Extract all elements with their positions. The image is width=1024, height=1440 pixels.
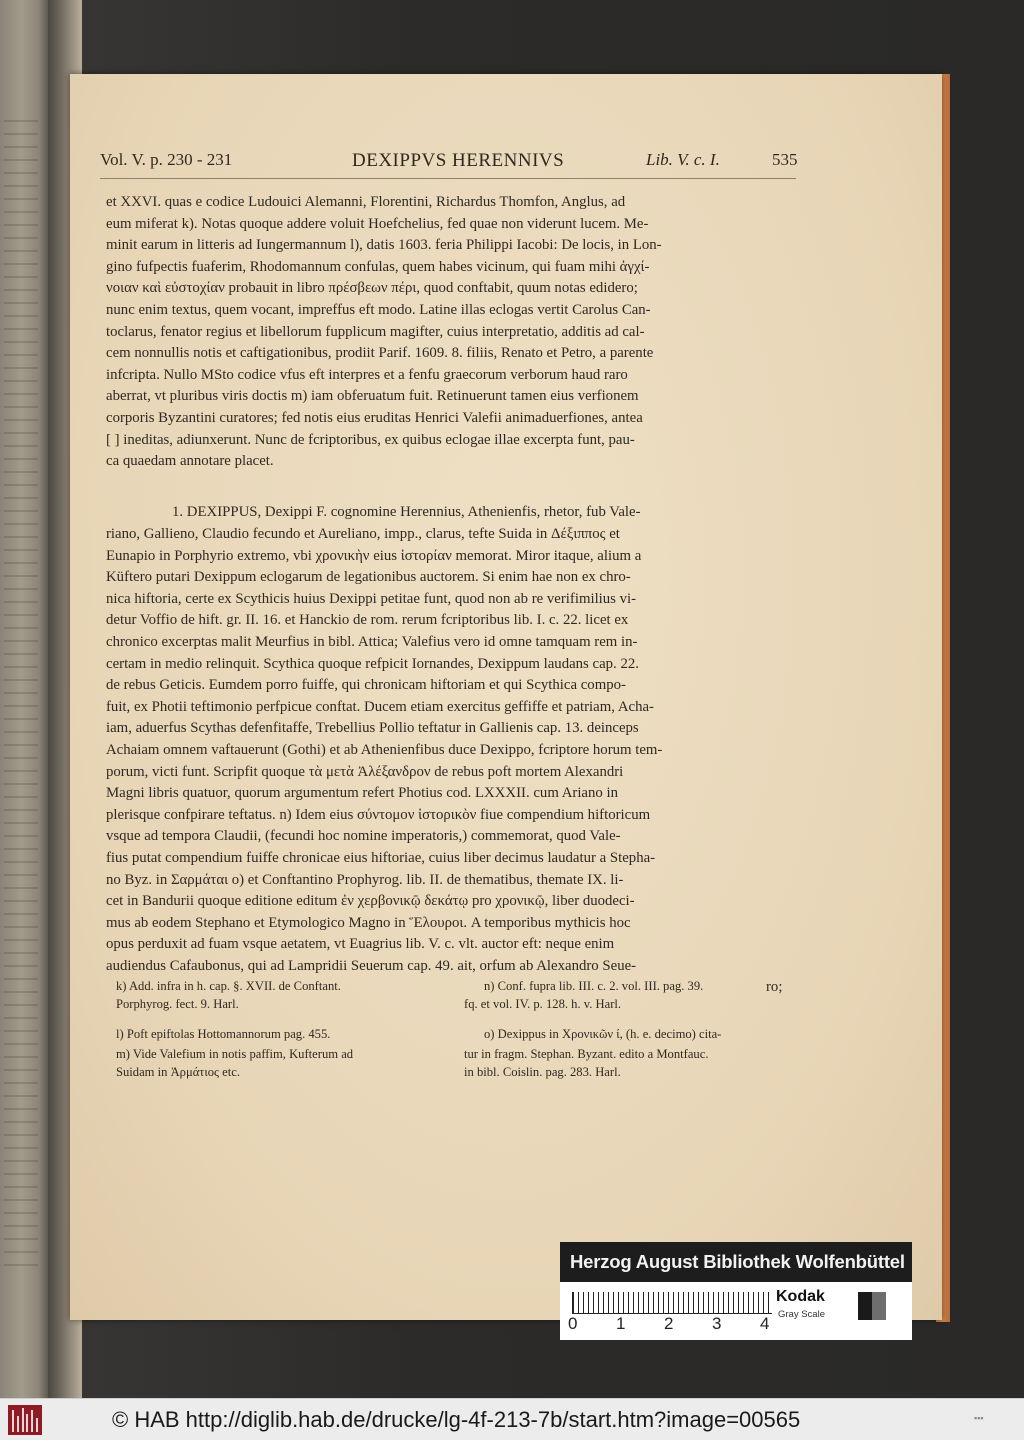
- body-line: opus perduxit ad fuam vsque aetatem, vt Euagrius lib. V. c. vlt. auctor eft: neque enim: [106, 936, 615, 953]
- body-line: 1. DEXIPPUS, Dexippi F. cognomine Herennius, Athenienfis, rhetor, fub Vale-: [172, 504, 641, 521]
- gray-scale-caption: Gray Scale: [778, 1309, 825, 1320]
- viewer-footer: [0, 1398, 1024, 1440]
- body-line: fuit, ex Photii teftimonio perfpicue conftat. Ducem etiam exercitus geffiffe et patriam, Acha-: [106, 698, 654, 715]
- body-line: plerisque confpirare teftatus. n) Idem eius σύντομον ἱστορικὸν fiue compendium hiftoricum: [106, 806, 651, 823]
- body-line: corporis Byzantini curatores; fed notis eius eruditas Henrici Valefii animaduerfiones, antea: [106, 410, 643, 426]
- body-line: aberrat, vt pluribus viris doctis m) iam obferuatum fuit. Retinuerunt tamen eius verfionem: [106, 388, 639, 405]
- footnote-line-left: m) Vide Valefium in notis paffim, Kufterum ad: [116, 1047, 354, 1061]
- footer-small-mark: ▪▪▪: [974, 1413, 984, 1423]
- body-line: fius putat compendium fuiffe chronicae eius hiftoriae, cuius liber decimus laudatur a Stepha-: [106, 850, 656, 866]
- bleed-through-text: [4, 120, 38, 1270]
- body-line: Achaiam omnem vaftauerunt (Gothi) et ab Athenienfibus duce Dexippo, fcriptore horum tem-: [106, 742, 663, 758]
- body-line: et XXVI. quas e codice Ludouici Alemanni, Florentini, Richardus Thomfon, Anglus, ad: [106, 194, 626, 210]
- body-line: Küftero putari Dexippum eclogarum de legationibus auctorem. Si enim hae non ex chro-: [106, 569, 631, 586]
- body-line: cet in Bandurii quoque editione editum ἐν χερβονικῷ δεκάτῳ pro χρονικῷ, liber duodeci-: [106, 893, 635, 910]
- ruler-number: 3: [712, 1314, 722, 1333]
- running-head: [100, 150, 800, 180]
- ruler-number: 4: [760, 1314, 770, 1333]
- body-line: Magni libris quatuor, quorum argumentum refert Photius cod. LXXXII. cum Ariano in: [106, 785, 619, 802]
- body-line: no Byz. in Σαρμάται o) et Conftantino Prophyrog. lib. II. de thematibus, themate IX. li-: [106, 871, 624, 888]
- body-line: infcripta. Nullo MSto codice vfus eft interpres et a fenfu graecorum verborum haud raro: [106, 366, 628, 383]
- body-line: minit earum in litteris ad Iungermannum l), datis 1603. feria Philippi Iacobi: De locis, in Lon-: [106, 237, 662, 254]
- gray-patch: [858, 1292, 872, 1320]
- body-line: toclarus, fenator regius et libellorum fupplicum magifter, cuius interpretatio, additis ad cal-: [106, 323, 645, 340]
- body-line: vsque ad tempora Claudii, (fecundi hoc nomine imperatoris,) commemorat, quod Vale-: [106, 828, 621, 845]
- footnote-line-right: fq. et vol. IV. p. 128. h. v. Harl.: [464, 997, 622, 1011]
- ruler-number: 2: [664, 1314, 674, 1333]
- footnote-line-left: k) Add. infra in h. cap. §. XVII. de Conftant.: [116, 979, 341, 993]
- body-line: detur Voffio de hift. gr. II. 16. et Hanckio de rom. rerum fcriptoribus lib. I. c. 22. licet ex: [106, 612, 629, 629]
- head-volume-reference: Vol. V. p. 230 - 231: [100, 150, 233, 169]
- body-line: νοιαν καὶ εὐστοχίαν probauit in libro πρέσβεων πέρι, quod conftabit, quum notas edidero;: [106, 280, 638, 297]
- body-line: certam in medio relinquit. Scythica quoque refpicit Iornandes, Dexippum laudans cap. 22.: [106, 655, 639, 672]
- gray-patch: [886, 1292, 898, 1320]
- body-line: Eunapio in Porphyrio extremo, vbi χρονικὴν eius ἱστορίαν memorat. Miror itaque, alium a: [106, 547, 642, 564]
- body-line: audiendus Cafaubonus, qui ad Lampridii Seuerum cap. 49. ait, orfum ab Alexandro Seue-: [106, 958, 637, 974]
- footnote-line-left: Porphyrog. fect. 9. Harl.: [116, 997, 239, 1011]
- ruler-ticks: [572, 1292, 772, 1314]
- body-line: mus ab eodem Stephano et Etymologico Magno in Ἕλουροι. A temporibus mythicis hoc: [106, 914, 631, 931]
- body-line: riano, Gallieno, Claudio fecundo et Aureliano, impp., clarus, tefte Suida in Δέξιππος et: [106, 526, 620, 542]
- head-rule: [100, 178, 796, 179]
- ruler-number: 1: [616, 1314, 626, 1333]
- head-page-number: 535: [772, 150, 798, 169]
- footnote-line-left: l) Poft epiftolas Hottomannorum pag. 455.: [116, 1027, 331, 1041]
- footnote-line-right: n) Conf. fupra lib. III. c. 2. vol. III. pag. 39.: [484, 979, 704, 993]
- footnote-line-left: Suidam in Ἀρμάτιος etc.: [116, 1065, 241, 1079]
- kodak-scale-card: [560, 1282, 912, 1340]
- body-line: chronico excerptas malit Meurfius in bibl. Attica; Valefius vero id omne tamquam rem in-: [106, 634, 638, 650]
- body-line: nunc enim textus, quem vocant, impreffus eft modo. Latine illas eclogas vertit Carolus Can-: [106, 302, 651, 318]
- footnote-line-right: o) Dexippus in Χρονικῶν ί, (h. e. decimo) cita-: [484, 1027, 722, 1041]
- head-title: DEXIPPVS HERENNIVS: [352, 150, 565, 171]
- body-line: nica hiftoria, certe ex Scythicis huius Dexippi petitae funt, quod non ab re verifimilius vi-: [106, 590, 637, 607]
- gray-patch: [872, 1292, 886, 1320]
- body-line: eum miferat k). Notas quoque addere voluit Hoefchelius, fed quae non viderunt lucem. Me-: [106, 215, 649, 232]
- body-line: [ ] ineditas, adiunxerunt. Nunc de fcriptoribus, ex quibus eclogae illae excerpta funt, pau-: [106, 431, 635, 448]
- previous-page-edge: [0, 0, 48, 1398]
- footnote-line-right: in bibl. Coislin. pag. 283. Harl.: [464, 1065, 621, 1079]
- footer-copyright-link[interactable]: © HAB http://diglib.hab.de/drucke/lg-4f-213-7b/start.htm?image=00565: [112, 1407, 801, 1432]
- head-book-chapter: Lib. V. c. I.: [646, 150, 720, 169]
- body-line: gino fufpectis fuaferim, Rhodomannum confulas, quem habes vicinum, qui fuam mihi ἀγχί-: [106, 258, 650, 275]
- body-line: de rebus Geticis. Eumdem porro fuiffe, qui chronicam hiftoriam et qui Scythica compo-: [106, 677, 626, 694]
- body-line: iam, aduerfus Scythas defenfitaffe, Trebellius Pollio teftatur in Gallienis cap. 13. deinceps: [106, 720, 639, 737]
- kodak-brand: Kodak: [776, 1288, 825, 1305]
- body-line: ca quaedam annotare placet.: [106, 453, 274, 470]
- body-line: ro;: [766, 979, 783, 995]
- body-line: cem nonnullis notis et caftigationibus, prodiit Parif. 1609. 8. filiis, Renato et Petro, a parente: [106, 345, 654, 362]
- ruler-number: 0: [568, 1314, 578, 1333]
- library-label: Herzog August Bibliothek Wolfenbüttel: [560, 1242, 912, 1282]
- gray-scale-patches: [852, 1292, 898, 1320]
- footnote-line-right: tur in fragm. Stephan. Byzant. edito a Montfauc.: [464, 1047, 709, 1061]
- hab-logo-icon[interactable]: [8, 1405, 42, 1435]
- body-line: porum, victi funt. Scripfit quoque τὰ μετὰ Ἀλέξανδρον de rebus poft mortem Alexandri: [106, 763, 624, 780]
